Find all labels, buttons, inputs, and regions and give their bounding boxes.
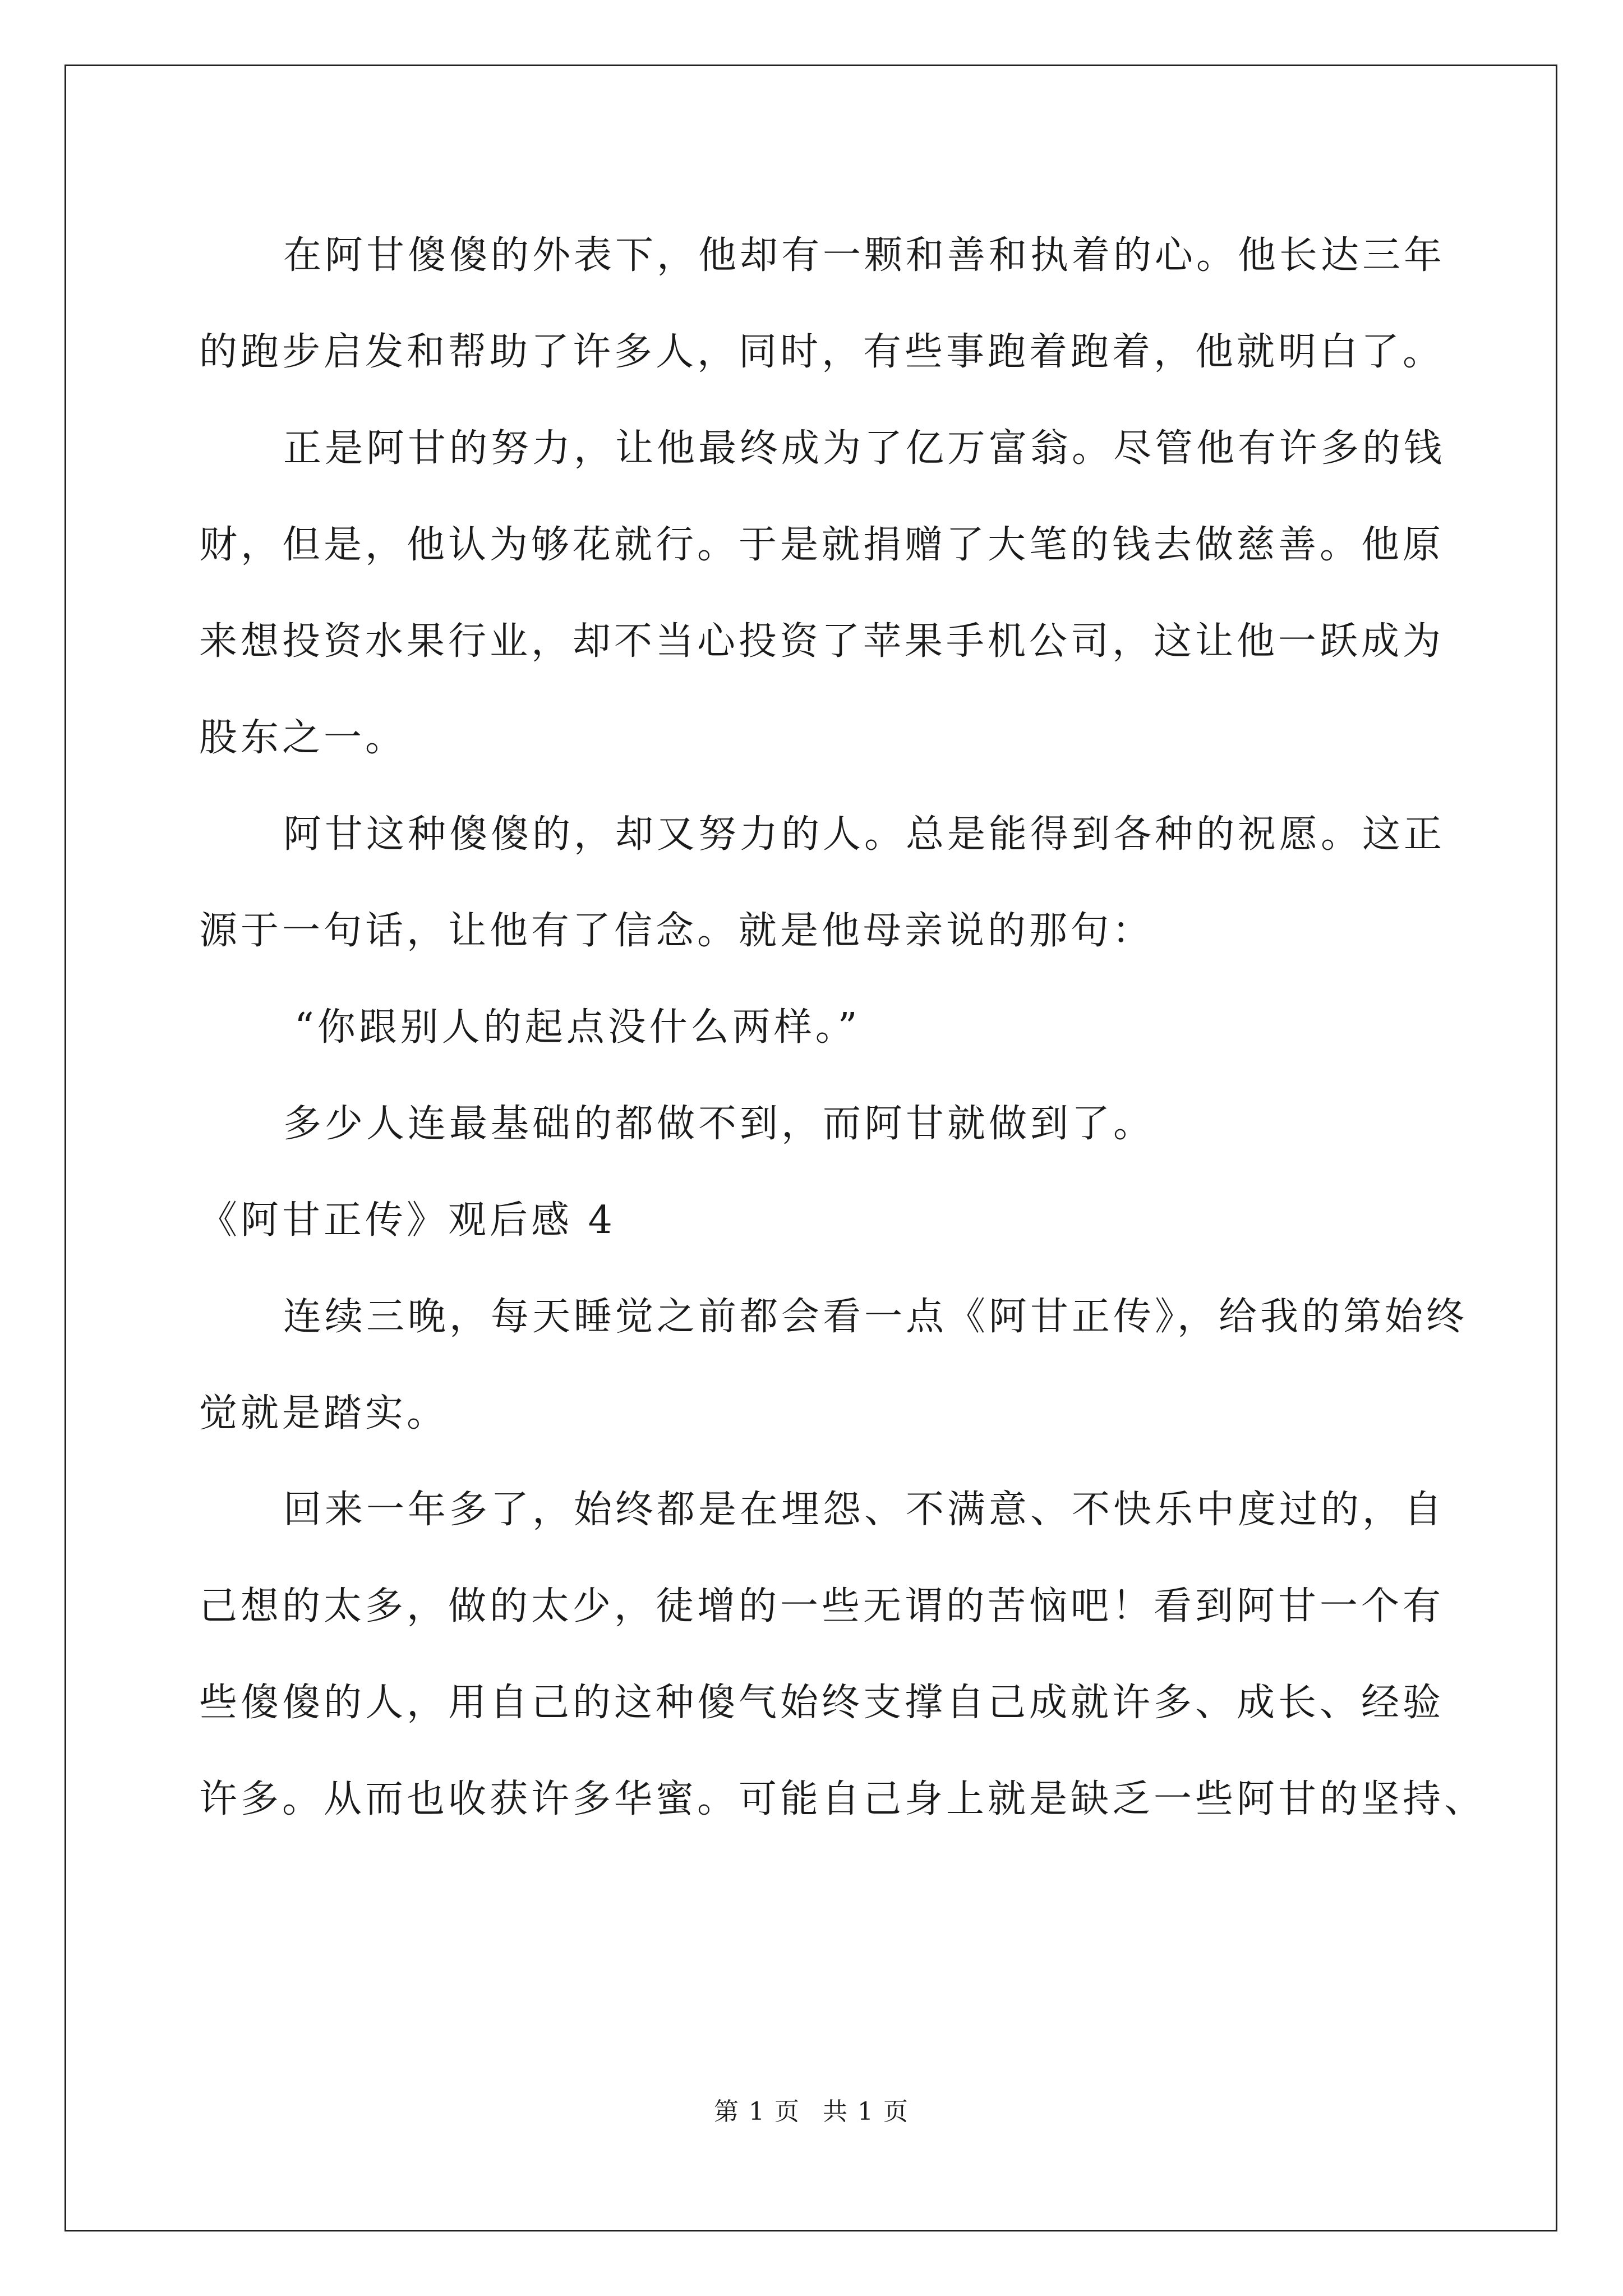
paragraph-line: 在阿甘傻傻的外表下，他却有一颗和善和执着的心。他长达三年 xyxy=(283,233,1446,278)
section-heading: 《阿甘正传》观后感 4 xyxy=(199,1198,616,1243)
paragraph-line: 多少人连最基础的都做不到，而阿甘就做到了。 xyxy=(283,1102,1155,1146)
paragraph-line: 来想投资水果行业，却不当心投资了苹果手机公司，这让他一跃成为 xyxy=(199,619,1445,664)
paragraph-line: 回来一年多了，始终都是在埋怨、不满意、不快乐中度过的，自 xyxy=(283,1488,1446,1532)
paragraph-line: 源于一句话，让他有了信念。就是他母亲说的那句： xyxy=(199,909,1154,953)
paragraph-line: 些傻傻的人，用自己的这种傻气始终支撑自己成就许多、成长、经验 xyxy=(199,1681,1445,1725)
paragraph-line: 股东之一。 xyxy=(199,716,407,760)
paragraph-line: 许多。从而也收获许多华蜜。可能自己身上就是缺乏一些阿甘的坚持、 xyxy=(199,1777,1486,1821)
paragraph-line: 觉就是踏实。 xyxy=(199,1391,449,1435)
page-total: 共 1 页 xyxy=(823,2097,909,2126)
quote-line: “你跟别人的起点没什么两样。” xyxy=(294,1005,861,1050)
paragraph-line: 阿甘这种傻傻的，却又努力的人。总是能得到各种的祝愿。这正 xyxy=(283,812,1446,857)
document-body xyxy=(199,208,1486,1848)
paragraph-line: 正是阿甘的努力，让他最终成为了亿万富翁。尽管他有许多的钱 xyxy=(283,426,1446,471)
page-number: 第 1 页 xyxy=(714,2097,800,2126)
paragraph-line: 财，但是，他认为够花就行。于是就捐赠了大笔的钱去做慈善。他原 xyxy=(199,523,1445,567)
paragraph-line: 的跑步启发和帮助了许多人，同时，有些事跑着跑着，他就明白了。 xyxy=(199,330,1445,374)
paragraph-line: 连续三晚，每天睡觉之前都会看一点《阿甘正传》，给我的第始终 xyxy=(283,1295,1468,1339)
page-footer xyxy=(0,2095,1623,2129)
paragraph-line: 己想的太多，做的太少，徒增的一些无谓的苦恼吧！看到阿甘一个有 xyxy=(199,1584,1445,1628)
